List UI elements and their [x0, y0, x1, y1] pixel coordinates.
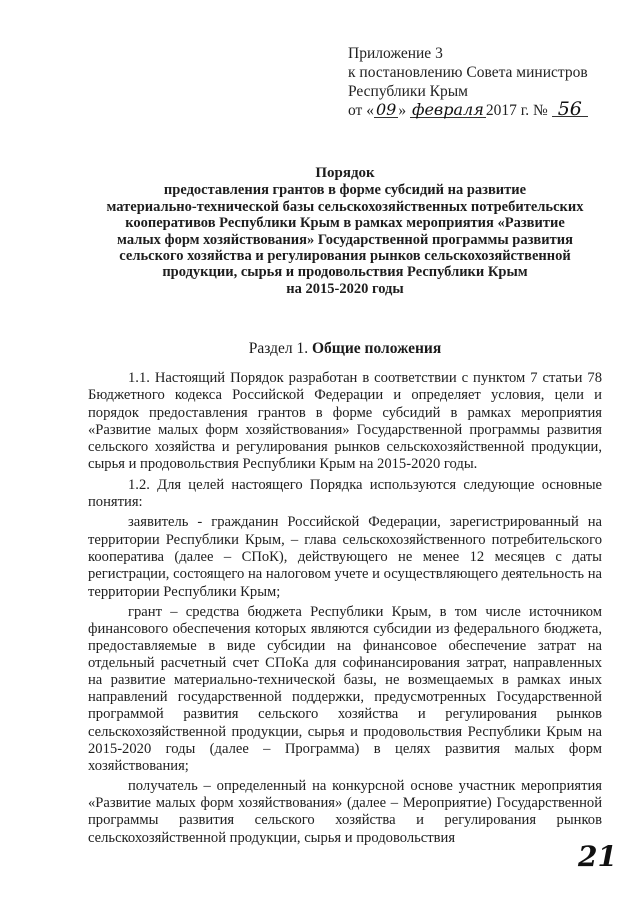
annex-line-3: Республики Крым — [348, 83, 468, 100]
annex-header — [348, 44, 588, 120]
section-name: Общие положения — [311, 340, 442, 357]
title-line: кооперативов Республики Крым в рамках мероприятия «Развитие — [125, 215, 565, 232]
title-line: малых форм хозяйствования» Государственной программы развития — [117, 231, 573, 248]
section-heading — [80, 340, 610, 358]
handwritten-page-number: 21 — [578, 840, 617, 873]
year-text: 2017 г. № — [485, 102, 548, 119]
annex-line-2: к постановлению Совета министров — [348, 64, 588, 81]
handwritten-month: февраля — [411, 100, 484, 119]
title-line: сельского хозяйства и регулирования рынков сельскохозяйственной — [119, 248, 571, 265]
paragraph-1-1: 1.1. Настоящий Порядок разработан в соответствии с пунктом 7 статьи 78 Бюджетного кодекса Российской Федерации и определяет условия, цели и порядок предоставления грантов в форме субсидий в рамках мероприятия «Развитие малых форм хозяйствования» Государственной программы развития сельского хозяйства и регулирования рынков сельскохозяйственной продукции, сырья и продовольствия Республики Крым на 2015-2020 годы. — [88, 370, 602, 473]
title-line: Порядок — [315, 165, 375, 181]
document-title — [80, 165, 610, 297]
annex-date-line — [348, 98, 588, 120]
definition-applicant: заявитель - гражданин Российской Федерации, зарегистрированный на территории Республики Крым, – глава сельскохозяйственного потребительского кооператива (далее – СПоК), действующего не менее 12 месяцев с даты регистрации, состоящего на налоговом учете и осуществляющего деятельность на территории Республики Крым; — [88, 514, 602, 600]
paragraph-1-2: 1.2. Для целей настоящего Порядка используются следующие основные понятия: — [88, 476, 602, 511]
date-prefix: от « — [348, 102, 374, 119]
title-line: материально-технической базы сельскохозяйственных потребительских — [106, 198, 584, 215]
section-number: Раздел 1. — [248, 340, 309, 357]
title-line: на 2015-2020 годы — [286, 280, 404, 297]
definition-recipient: получатель – определенный на конкурсной основе участник мероприятия «Развитие малых форм хозяйствования» (далее – Мероприятие) Государственной программы развития сельского хозяйства и регулирования рынков сельскохозяйственной продукции, сырья и продовольствия — [88, 777, 602, 846]
title-line: продукции, сырья и продовольствия Республики Крым — [162, 264, 528, 281]
definition-grant: грант – средства бюджета Республики Крым, в том числе источником финансового обеспечения которых являются субсидии из федерального бюджета, предоставляемые в виде субсидии на финансовое обеспечение затрат на отдельный расчетный счет СПоКа для софинансирования затрат, направленных на развитие материально-технической базы, не возмещаемых в рамках иных направлений государственной поддержки, предусмотренных Государственной программой развития сельского хозяйства и регулирования рынков сельскохозяйственной продукции, сырья и продовольствия Республики Крым на 2015-2020 годы (далее – Программа) в целях развития малых форм хозяйствования; — [88, 603, 602, 774]
annex-line-1: Приложение 3 — [348, 45, 443, 62]
title-line: предоставления грантов в форме субсидий на развитие — [163, 182, 527, 199]
handwritten-day: 09 — [375, 100, 397, 119]
document-body — [88, 370, 602, 850]
date-close-quote: » — [398, 102, 407, 119]
handwritten-number: 56 — [552, 102, 588, 117]
